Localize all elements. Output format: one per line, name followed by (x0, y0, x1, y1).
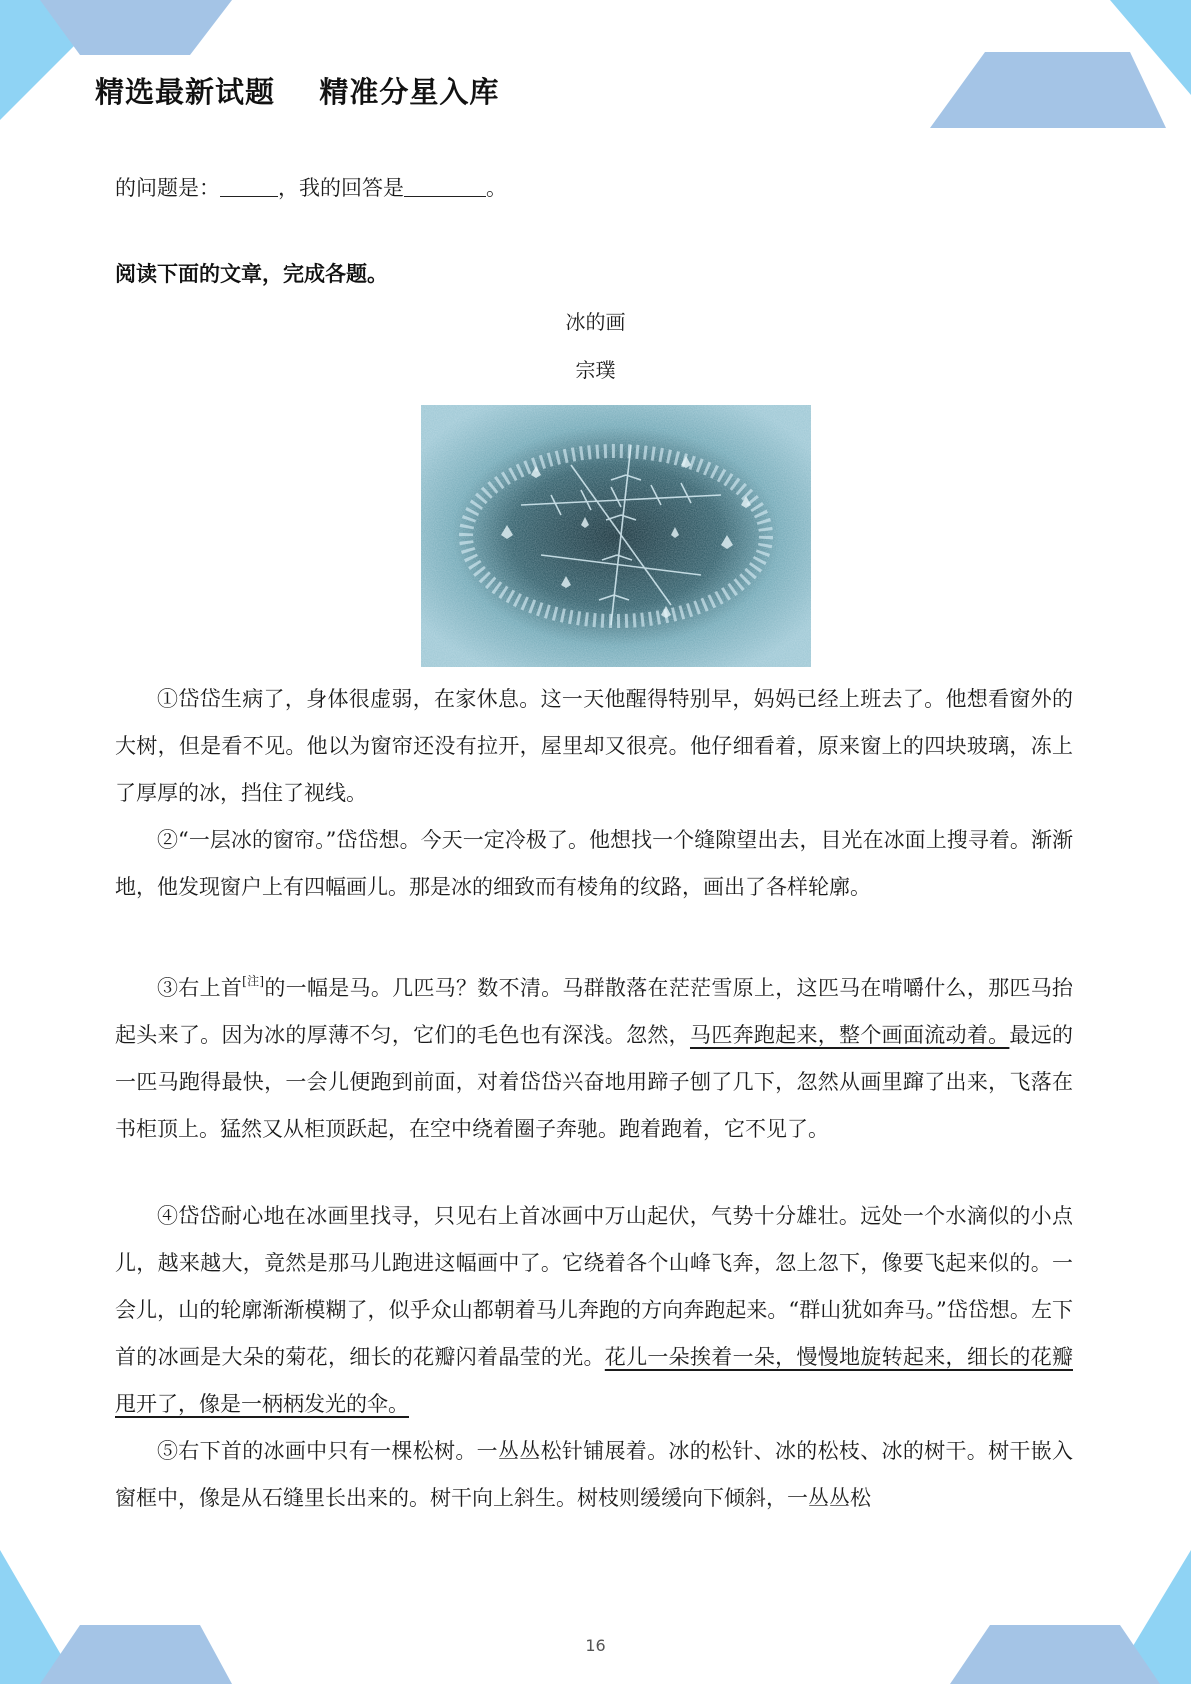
carryover-answer-line (115, 172, 507, 202)
page-number: 16 (585, 1636, 606, 1655)
paragraph-5-text: ⑤右下首的冰画中只有一棵松树。一丛丛松针铺展着。冰的松针、冰的松枝、冰的树干。树干嵌入窗框中，像是从石缝里长出来的。树干向上斜生。树枝则缓缓向下倾斜，一丛丛松 (115, 1439, 1073, 1510)
paragraph-3-text-b: 的一幅是马。几匹马？数不清。马群散落在茫茫雪原上，这匹马在啃嚼什么，那匹马抬起头来了。因为冰的厚薄不匀，它们的毛色也有深浅。忽然， (115, 976, 1073, 1047)
article-author: 宗璞 (575, 358, 616, 382)
answer-blank-1[interactable] (220, 176, 278, 197)
article-title: 冰的画 (565, 310, 626, 334)
paragraph-5 (115, 1428, 1073, 1522)
frost-window-image (421, 405, 811, 667)
paragraph-3 (115, 958, 1073, 1153)
bottom-right-decoration (950, 1540, 1191, 1684)
header-title: 精选最新试题 精准分星入库 (95, 75, 500, 109)
underlined-sentence-1: 马匹奔跑起来，整个画面流动着。 (689, 1023, 1010, 1047)
carryover-text-middle: ，我的回答是 (278, 176, 404, 200)
carryover-text-after: 。 (486, 176, 507, 200)
paragraph-4 (115, 1193, 1073, 1428)
paragraph-2 (115, 817, 1073, 911)
paragraph-1 (115, 676, 1073, 817)
top-right-decoration (930, 0, 1191, 135)
paragraph-2-text: ②“一层冰的窗帘。”岱岱想。今天一定冷极了。他想找一个缝隙望出去，目光在冰面上搜寻着。渐渐地，他发现窗户上有四幅画儿。那是冰的细致而有棱角的纹路，画出了各样轮廓。 (115, 828, 1073, 899)
carryover-text-before: 的问题是： (115, 176, 220, 200)
paragraph-1-text: ①岱岱生病了，身体很虚弱，在家休息。这一天他醒得特别早，妈妈已经上班去了。他想看窗外的大树，但是看不见。他以为窗帘还没有拉开，屋里却又很亮。他仔细看着，原来窗上的四块玻璃，冻上了厚厚的冰，挡住了视线。 (115, 687, 1073, 805)
underlined-sentence-2: 花儿一朵挨着一朵，慢慢地旋转起来，细长的花瓣甩开了，像是一柄柄发光的伞。 (115, 1345, 1073, 1416)
reading-instruction: 阅读下面的文章，完成各题。 (115, 262, 388, 286)
bottom-left-decoration (0, 1540, 240, 1684)
paragraph-4-text: ④岱岱耐心地在冰画里找寻，只见右上首冰画中万山起伏，气势十分雄壮。远处一个水滴似的小点儿，越来越大，竟然是那马儿跑进这幅画中了。它绕着各个山峰飞奔，忽上忽下，像要飞起来似的。一会儿，山的轮廓渐渐模糊了，似乎众山都朝着马儿奔跑的方向奔跑起来。“群山犹如奔马。”岱岱想。左下首的冰画是大朵的菊花，细长的花瓣闪着晶莹的光。 (115, 1204, 1073, 1369)
paragraph-3-text-c: 最远的一匹马跑得最快，一会儿便跑到前面，对着岱岱兴奋地用蹄子刨了几下，忽然从画里蹿了出来，飞落在书柜顶上。猛然又从柜顶跃起，在空中绕着圈子奔驰。跑着跑着，它不见了。 (115, 1023, 1074, 1141)
paragraph-3-text-a: ③右上首 (157, 976, 243, 1000)
answer-blank-2[interactable] (404, 176, 486, 197)
footnote-marker: [注] (242, 974, 265, 988)
